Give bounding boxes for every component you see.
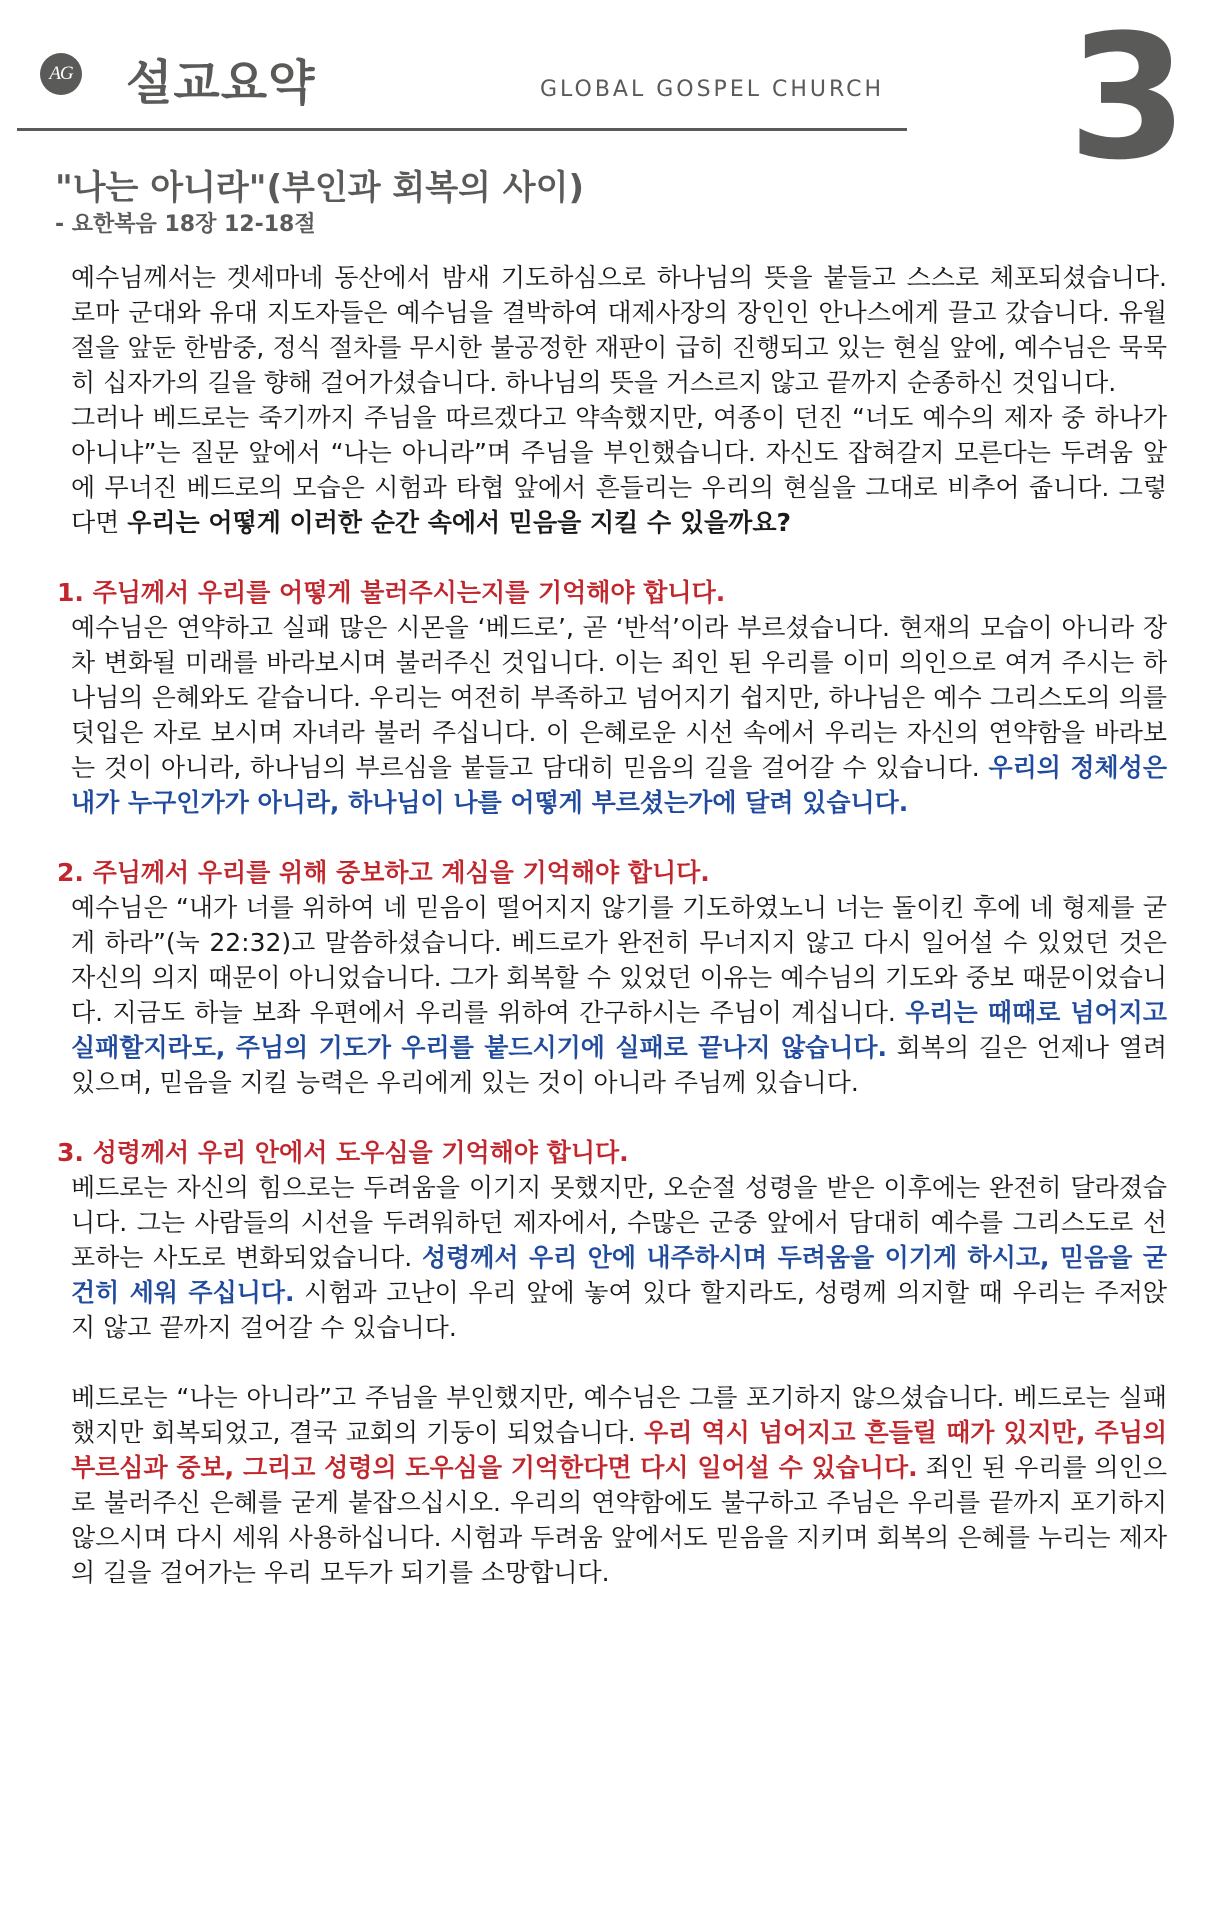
intro-text: 예수님께서는 겟세마네 동산에서 밤새 기도하심으로 하나님의 뜻을 붙들고 스스로 체포되셨습니다. 로마 군대와 유대 지도자들은 예수님을 결박하여 대제사장의 장인인 안나스에게 끌고 갔습니다. 유월절을 앞둔 한밤중, 정식 절차를 무시한 불공정한 재판이 급히 진행되고 있는 현실 앞에, 예수님은 묵묵히 십자가의 길을 향해 걸어가셨습니다. 하나님의 뜻을 거스르지 않고 끝까지 순종하신 것입니다.	[71, 263, 1167, 397]
point-heading: 2. 주님께서 우리를 위해 중보하고 계심을 기억해야 합니다.	[57, 858, 710, 887]
conclusion-text-after: 죄인 된 우리를 의인으로 불러주신 은혜를 굳게 붙잡으십시오. 우리의 연약함에도 불구하고 주님은 우리를 끝까지 포기하지 않으시며 다시 세워 사용하십니다. 시험과 두려움 앞에서도 믿음을 지키며 회복의 은혜를 누리는 제자의 길을 걸어가는 우리 모두가 되기를 소망합니다.	[71, 1453, 1168, 1587]
point-paragraph	[57, 890, 1167, 1100]
logo-text: AG	[49, 63, 73, 84]
church-logo	[40, 53, 82, 95]
point-paragraph	[57, 610, 1167, 820]
point-emphasis: 성령께서 우리 안에 내주하시며 두려움을 이기게 하시고, 믿음을 굳건히 세워 주십니다.	[71, 1243, 1167, 1307]
page-title: 설교요약	[126, 55, 316, 111]
sermon-body	[57, 260, 1167, 1590]
conclusion-paragraph	[57, 1380, 1167, 1590]
conclusion-text: 베드로는 “나는 아니라”고 주님을 부인했지만, 예수님은 그를 포기하지 않으셨습니다. 베드로는 실패했지만 회복되었고, 결국 교회의 기둥이 되었습니다.	[71, 1383, 1167, 1447]
sermon-title: "나는 아니라"(부인과 회복의 사이)	[55, 168, 584, 208]
point-heading: 1. 주님께서 우리를 어떻게 불러주시는지를 기억해야 합니다.	[57, 578, 726, 607]
point-text-after: 회복의 길은 언제나 열려 있으며, 믿음을 지킬 능력은 우리에게 있는 것이 아니라 주님께 있습니다.	[71, 1033, 1167, 1097]
point-text: 예수님은 “내가 너를 위하여 네 믿음이 떨어지지 않기를 기도하였노니 너는 돌이킨 후에 네 형제를 굳게 하라”(눅 22:32)고 말씀하셨습니다. 베드로가 완전히 무너지지 않고 다시 일어설 수 있었던 것은 자신의 의지 때문이 아니었습니다. 그가 회복할 수 있었던 이유는 예수님의 기도와 중보 때문이었습니다. 지금도 하늘 보좌 우편에서 우리를 위하여 간구하시는 주님이 계십니다.	[71, 893, 1167, 1027]
intro-paragraph	[57, 260, 1167, 400]
header-divider	[17, 128, 907, 131]
point-text: 예수님은 연약하고 실패 많은 시몬을 ‘베드로’, 곧 ‘반석’이라 부르셨습니다. 현재의 모습이 아니라 장차 변화될 미래를 바라보시며 불러주신 것입니다. 이는 죄인 된 우리를 이미 의인으로 여겨 주시는 하나님의 은혜와도 같습니다. 우리는 여전히 부족하고 넘어지기 쉽지만, 하나님은 예수 그리스도의 의를 덧입은 자로 보시며 자녀라 불러 주십니다. 이 은혜로운 시선 속에서 우리는 자신의 연약함을 바라보는 것이 아니라, 하나님의 부르심을 붙들고 담대히 믿음의 길을 걸어갈 수 있습니다.	[71, 613, 1167, 782]
point-emphasis: 우리는 때때로 넘어지고 실패할지라도, 주님의 기도가 우리를 붙드시기에 실패로 끝나지 않습니다.	[71, 998, 1167, 1062]
point-heading: 3. 성령께서 우리 안에서 도우심을 기억해야 합니다.	[57, 1138, 629, 1167]
point-text: 베드로는 자신의 힘으로는 두려움을 이기지 못했지만, 오순절 성령을 받은 이후에는 완전히 달라졌습니다. 그는 사람들의 시선을 두려워하던 제자에서, 수많은 군중 앞에서 담대히 예수를 그리스도로 선포하는 사도로 변화되었습니다.	[71, 1173, 1167, 1272]
scripture-reference: - 요한복음 18장 12-18절	[55, 212, 316, 237]
conclusion-emphasis: 우리 역시 넘어지고 흔들릴 때가 있지만, 주님의 부르심과 중보, 그리고 성령의 도우심을 기억한다면 다시 일어설 수 있습니다.	[71, 1418, 1167, 1482]
intro-question: 우리는 어떻게 이러한 순간 속에서 믿음을 지킬 수 있을까요?	[127, 508, 791, 537]
point-emphasis: 우리의 정체성은 내가 누구인가가 아니라, 하나님이 나를 어떻게 부르셨는가에 달려 있습니다.	[71, 753, 1167, 817]
church-name: GLOBAL GOSPEL CHURCH	[540, 77, 885, 102]
issue-number: 3	[1068, 0, 1188, 198]
intro-text: 그러나 베드로는 죽기까지 주님을 따르겠다고 약속했지만, 여종이 던진 “너도 예수의 제자 중 하나가 아니냐”는 질문 앞에서 “나는 아니라”며 주님을 부인했습니다. 자신도 잡혀갈지 모른다는 두려움 앞에 무너진 베드로의 모습은 시험과 타협 앞에서 흔들리는 우리의 현실을 그대로 비추어 줍니다. 그렇다면	[71, 403, 1167, 537]
intro-paragraph	[57, 400, 1167, 540]
point-paragraph	[57, 1170, 1167, 1345]
point-text-after: 시험과 고난이 우리 앞에 놓여 있다 할지라도, 성령께 의지할 때 우리는 주저앉지 않고 끝까지 걸어갈 수 있습니다.	[71, 1278, 1167, 1342]
